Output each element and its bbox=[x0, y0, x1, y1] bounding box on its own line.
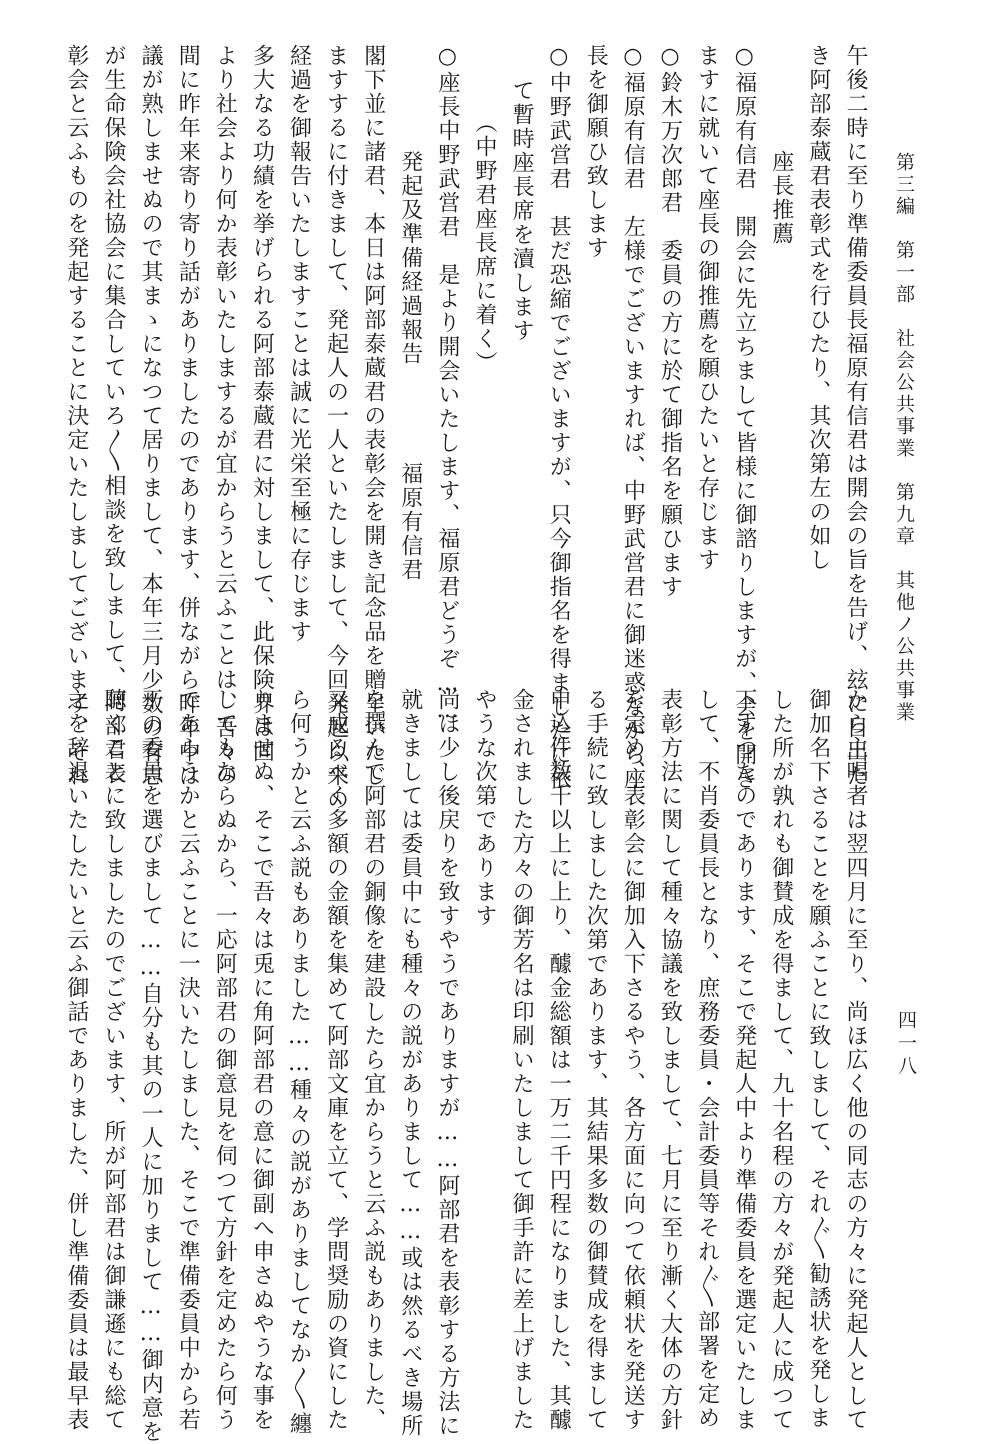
page-number: 四一八 bbox=[895, 1010, 917, 1079]
text-column: ○福原有信君 開会に先立ちまして皆様に御諮りしますが、会を開き bbox=[731, 44, 757, 791]
text-column: より社会より何か表彰いたしまするが宜からうと云ふことは、吾々の bbox=[212, 44, 238, 788]
text-column: 金されました方々の御芳名は印刷いたしまして御手許に差上げました bbox=[509, 688, 535, 1432]
text-column: ○座長中野武営君 是より開会いたします、福原君どうぞ…… bbox=[434, 44, 460, 725]
text-column: 経過を御報告いたしますことは誠に光栄至極に存じます bbox=[286, 44, 312, 644]
text-column: 長を御願ひ致します bbox=[583, 44, 609, 260]
text-column: から主唱者は翌四月に至り、尚ほ広く他の同志の方々に発起人として bbox=[843, 688, 868, 1432]
text-column: 座長推薦 bbox=[768, 150, 794, 246]
text-column: であらうかと云ふことに一決いたしました、そこで準備委員中から若 bbox=[175, 688, 201, 1432]
text-column: して、不肖委員長となり、庶務委員・会計委員等それ〴〵部署を定め bbox=[694, 688, 720, 1430]
text-column: 又成るべく多額の金額を集めて阿部文庫を立て、学問奨励の資にした bbox=[323, 688, 349, 1432]
text-column: 発起及準備経過報告 福原有信君 bbox=[397, 150, 423, 582]
text-column: を定め、表彰会に御加入下さるやう、各方面に向つて依頼状を発送す bbox=[620, 688, 646, 1432]
text-column: 間に昨年来寄り寄り話がありましたのであります、併ながら昨年中は bbox=[175, 44, 201, 788]
text-column: した所が孰れも御賛成を得まして、九十名程の方々が発起人に成つて bbox=[768, 688, 794, 1432]
text-column: 御加名下さることを願ふことに致しまして、それ〴〵勧誘状を発しま bbox=[805, 688, 831, 1430]
text-column: て暫時座長席を瀆します bbox=[509, 79, 535, 343]
running-header: 第三編 第一部 社会公共事業 第九章 其他ノ公共事業 bbox=[893, 152, 915, 724]
text-column: 下すつたのであります、そこで発起人中より準備委員を選定いたしま bbox=[731, 688, 757, 1432]
text-column: ますに就いて座長の御推薦を願ひたいと存じます bbox=[694, 44, 720, 572]
text-column: やうな次第であります bbox=[472, 688, 497, 928]
text-column: 之を辞退いたしたいと云ふ御話でありました、併し準備委員は最早表 bbox=[63, 688, 89, 1432]
text-column: （中野君座長席に着く） bbox=[472, 111, 497, 375]
text-column: 就きましては委員中にも種々の説がありまして……或は然るべき場所 bbox=[397, 688, 423, 1438]
text-column: りませぬ、そこで吾々は兎に角阿部君の意に御副へ申さぬやうな事を bbox=[249, 688, 275, 1432]
text-column: 彰会と云ふものを発起することに決定いたしましてございます、それ bbox=[63, 44, 89, 788]
text-column: ますするに付きまして、発起人の一人といたしまして、今回発起以来の bbox=[323, 44, 349, 812]
text-column: 尚ほ少し後戻りを致すやうでありますが……阿部君を表彰する方法に bbox=[434, 688, 460, 1438]
text-column: 閣下並に諸君、本日は阿部泰蔵君の表彰会を開き記念品を贈呈いたし bbox=[360, 44, 386, 788]
text-column: 表彰方法に関して種々協議を致しまして、七月に至り漸く大体の方針 bbox=[657, 688, 683, 1432]
text-column: が生命保険会社協会に集合していろ〳〵相談を致しまして、阿部君表 bbox=[101, 44, 126, 786]
text-column: 多大なる功績を挙げられる阿部泰蔵君に対しまして、此保険界は固 bbox=[249, 44, 275, 764]
text-column: ○福原有信君 左様でございますれば、中野武営君に御迷惑ながら座 bbox=[620, 44, 646, 791]
text-column: る手続に致しました次第であります、其結果多数の御賛成を得まして bbox=[583, 688, 609, 1432]
text-column: してもならぬから、一応阿部君の御意見を伺つて方針を定めたら何う bbox=[212, 688, 238, 1432]
text-column: 午後二時に至り準備委員長福原有信君は開会の旨を告げ、玆に目出た bbox=[843, 44, 868, 788]
text-column: ○鈴木万次郎君 委員の方に於て御指名を願ひます bbox=[657, 44, 683, 599]
text-column: 干の委員を選びまして……自分も其の一人に加りまして……御内意を bbox=[138, 688, 164, 1444]
text-column: を撰んで阿部君の銅像を建設したら宜からうと云ふ説もありました、 bbox=[360, 688, 386, 1432]
text-column: 議が熟しませぬので其まゝになつて居りまして、本年三月少数の有志 bbox=[138, 44, 164, 788]
text-column: ら何うかと云ふ説もありました……種々の説がありましてなか〳〵纏 bbox=[286, 688, 312, 1436]
text-column: き阿部泰蔵君表彰式を行ひたり、其次第左の如し bbox=[805, 44, 831, 572]
text-column: 聴くことに致しましたのでございます、所が阿部君は御謙遜にも総て bbox=[101, 688, 126, 1432]
text-column: ○中野武営君 甚だ恐縮でございますが、只今御指名を得ましたに依 bbox=[546, 44, 572, 791]
text-column: 申込件数千以上に上り、醵金総額は一万二千円程になりました、其醵 bbox=[546, 688, 572, 1432]
